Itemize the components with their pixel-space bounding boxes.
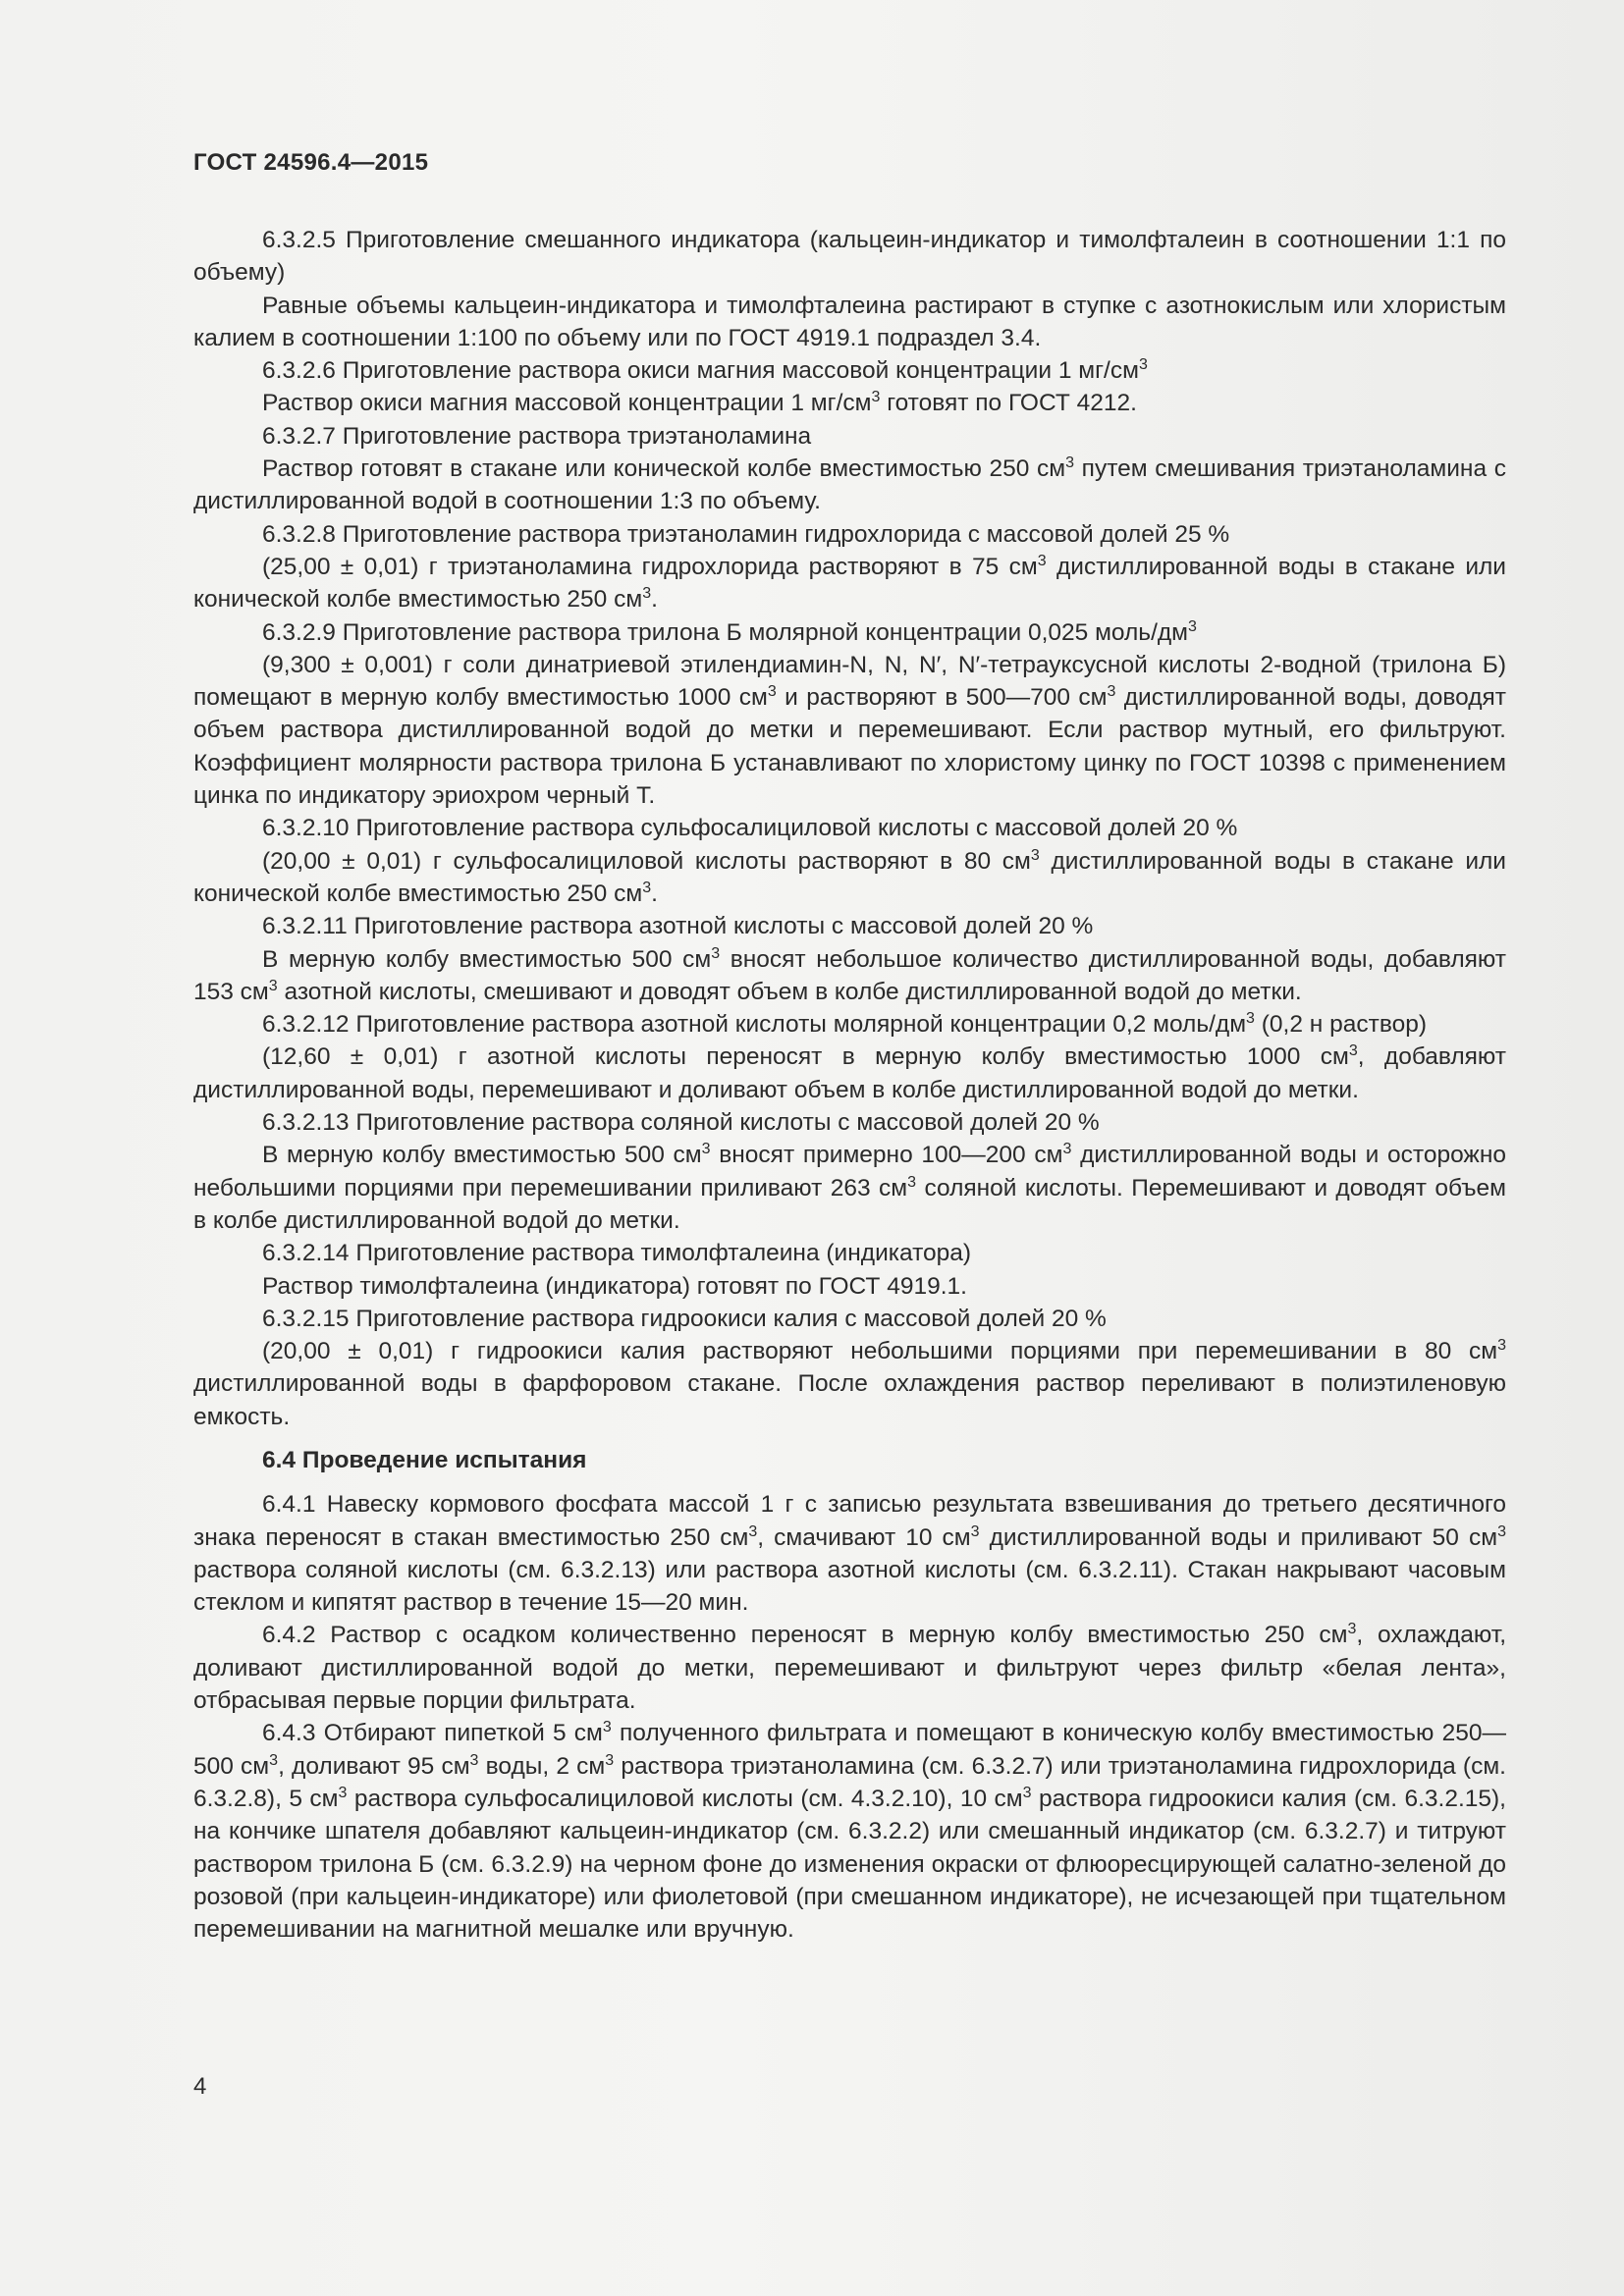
paragraph: 6.4.2 Раствор с осадком количественно переносят в мерную колбу вместимостью 250 $см^3$, охлаждают, доливают дистиллированной водой до метки, перемешивают и фильтруют через фильтр «белая лента», отбрасывая первые порции фильтрата. — [193, 1621, 1507, 1715]
paragraph: 6.3.2.10 Приготовление раствора сульфосалициловой кислоты с массовой долей 20 % — [262, 815, 1238, 842]
paragraph: 6.3.2.6 Приготовление раствора окиси магния массовой концентрации 1 $мг/см^3$ — [262, 356, 1148, 385]
paragraph: 6.3.2.12 Приготовление раствора азотной кислоты молярной концентрации 0,2 моль/$дм^3$ (0,2 н раствор) — [262, 1010, 1427, 1039]
paragraph: 6.3.2.7 Приготовление раствора триэтаноламина — [262, 422, 812, 450]
document-body — [193, 224, 1506, 1946]
paragraph: 6.3.2.11 Приготовление раствора азотной кислоты с массовой долей 20 % — [262, 913, 1094, 940]
paragraph: Раствор окиси магния массовой концентрации 1 $мг/см^3$ готовят по ГОСТ 4212. — [262, 389, 1137, 417]
section-heading: 6.4 Проведение испытания — [262, 1446, 587, 1473]
paragraph: 6.4.1 Навеску кормового фосфата массой 1 г с записью результата взвешивания до третьего десятичного знака переносят в стакан вместимостью 250 $см^3$, смачивают 10 $см^3$ дистиллированной воды и приливают 50 $см^3$ раствора соляной кислоты (см. 6.3.2.13) или раствора азотной кислоты (см. 6.3.2.11). Стакан накрывают часовым стеклом и кипятят раствор в течение 15—20 мин. — [193, 1491, 1506, 1617]
paragraph: 6.3.2.5 Приготовление смешанного индикатора (кальцеин-индикатор и тимолфталеин в соотношении 1:1 по объему) — [193, 227, 1506, 287]
paragraph: (25,00 ± 0,01) г триэтаноламина гидрохлорида растворяют в 75 $см^3$ дистиллированной воды в стакане или конической колбе вместимостью 250 $см^3$. — [193, 552, 1506, 614]
paragraph: 6.3.2.14 Приготовление раствора тимолфталеина (индикатора) — [262, 1240, 972, 1267]
paragraph: В мерную колбу вместимостью 500 $см^3$ вносят примерно 100—200 $см^3$ дистиллированной воды и осторожно небольшими порциями при перемешивании приливают 263 $см^3$ соляной кислоты. Перемешивают и доводят объем в колбе дистиллированной водой до метки. — [193, 1141, 1506, 1234]
paragraph: (12,60 ± 0,01) г азотной кислоты переносят в мерную колбу вместимостью 1000 $см^3$, добавляют дистиллированной воды, перемешивают и доливают объем в колбе дистиллированной водой до метки. — [193, 1042, 1506, 1103]
paragraph: 6.3.2.8 Приготовление раствора триэтаноламин гидрохлорида с массовой долей 25 % — [262, 520, 1230, 548]
paragraph: (9,300 ± 0,001) г соли динатриевой этилендиамин-N, N, N′, N′-тетрауксусной кислоты 2-водной (трилона Б) помещают в мерную колбу вместимостью 1000 $см^3$ и растворяют в 500—700 $см^3$ дистиллированной воды, доводят объем раствора дистиллированной водой до метки и перемешивают. Если раствор мутный, его фильтруют. Коэффициент молярности раствора трилона Б устанавливают по хлористому цинку по ГОСТ 10398 с применением цинка по индикатору эриохром черный Т. — [193, 651, 1506, 810]
paragraph: 6.3.2.13 Приготовление раствора соляной кислоты с массовой долей 20 % — [262, 1109, 1100, 1137]
paragraph: (20,00 ± 0,01) г сульфосалициловой кислоты растворяют в 80 $см^3$ дистиллированной воды в стакане или конической колбе вместимостью 250 $см^3$. — [193, 846, 1506, 907]
paragraph: Равные объемы кальцеин-индикатора и тимолфталеина растирают в ступке с азотнокислым или хлористым калием в соотношении 1:100 по объему или по ГОСТ 4919.1 подраздел 3.4. — [193, 292, 1506, 351]
paragraph: 6.3.2.9 Приготовление раствора трилона Б молярной концентрации 0,025 моль/$дм^3$ — [262, 617, 1197, 646]
page-number: 4 — [193, 2073, 207, 2100]
page-header: ГОСТ 24596.4—2015 — [193, 149, 429, 176]
paragraph: 6.4.3 Отбирают пипеткой 5 $см^3$ полученного фильтрата и помещают в коническую колбу вместимостью 250—500 $см^3$, доливают 95 $см^3$ воды, 2 $см^3$ раствора триэтаноламина (см. 6.3.2.7) или триэтаноламина гидрохлорида (см. 6.3.2.8), 5 $см^3$ раствора сульфосалициловой кислоты (см. 4.3.2.10), 10 $см^3$ раствора гидроокиси калия (см. 6.3.2.15), на кончике шпателя добавляют кальцеин-индикатор (см. 6.3.2.2) или смешанный индикатор (см. 6.3.2.7) и титруют раствором трилона Б (см. 6.3.2.9) на черном фоне до изменения окраски от флюоресцирующей салатно-зеленой до розовой (при кальцеин-индикаторе) или фиолетовой (при смешанном индикаторе), не исчезающей при тщательном перемешивании на магнитной мешалке или вручную. — [193, 1719, 1506, 1944]
paragraph: (20,00 ± 0,01) г гидроокиси калия растворяют небольшими порциями при перемешивании в 80 $см^3$ дистиллированной воды в фарфоровом стакане. После охлаждения раствор переливают в полиэтиленовую емкость. — [193, 1337, 1506, 1430]
paragraph: Раствор тимолфталеина (индикатора) готовят по ГОСТ 4919.1. — [262, 1272, 967, 1300]
paragraph: 6.3.2.15 Приготовление раствора гидроокиси калия с массовой долей 20 % — [262, 1305, 1107, 1332]
paragraph: Раствор готовят в стакане или конической колбе вместимостью 250 $см^3$ путем смешивания триэтаноламина с дистиллированной водой в соотношении 1:3 по объему. — [193, 454, 1506, 515]
paragraph: В мерную колбу вместимостью 500 $см^3$ вносят небольшое количество дистиллированной воды, добавляют 153 $см^3$ азотной кислоты, смешивают и доводят объем в колбе дистиллированной водой до метки. — [193, 944, 1506, 1005]
